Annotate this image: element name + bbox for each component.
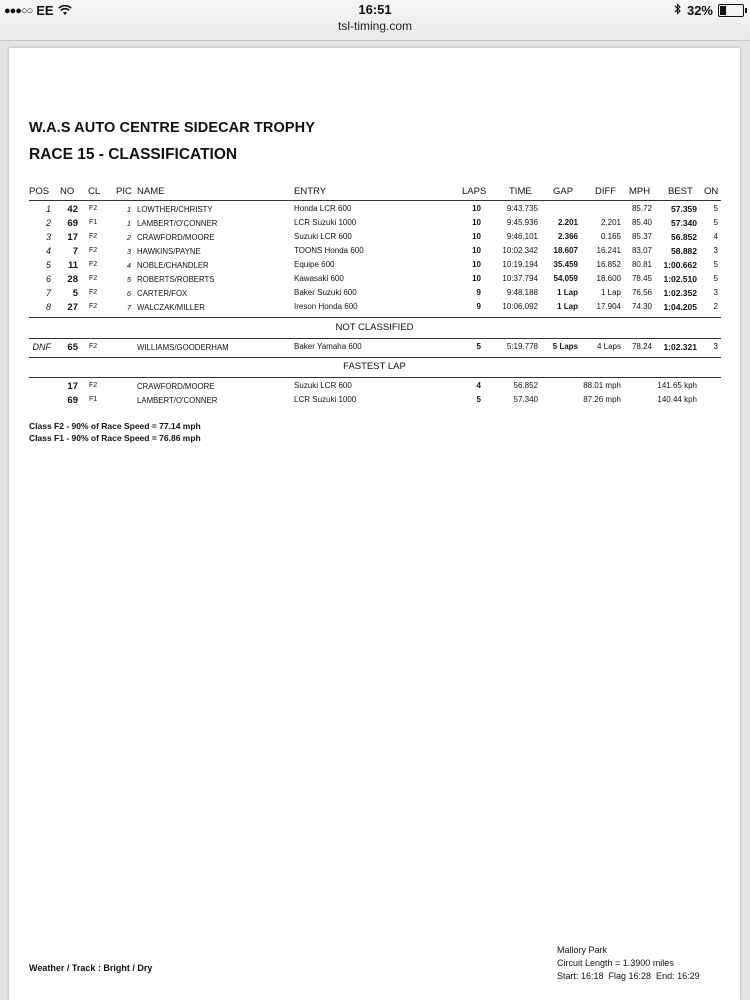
entry-cell: Ireson Honda 600 <box>294 302 358 311</box>
time-cell: 9:46.101 <box>506 232 538 241</box>
header-divider <box>29 200 721 201</box>
no-cell: 42 <box>67 204 78 215</box>
table-row <box>9 246 740 260</box>
pic-cell: 3 <box>126 247 131 256</box>
best-cell: 57.359 <box>671 204 697 214</box>
results-document <box>9 48 740 1000</box>
mph-cell: 74.30 <box>631 302 652 311</box>
class-cell: F2 <box>89 382 98 389</box>
best-cell: 1:02.321 <box>663 342 697 352</box>
name-cell: CRAWFORD/MOORE <box>137 232 215 242</box>
gap-cell: 54.059 <box>553 274 578 283</box>
laps-cell: 10 <box>472 218 481 227</box>
best-cell: 1:02.510 <box>663 274 697 284</box>
laps-cell: 10 <box>472 232 481 241</box>
diff-cell: 18.600 <box>596 274 621 283</box>
kph-cell: 141.65 kph <box>657 381 697 390</box>
table-row <box>9 381 740 395</box>
class-cell: F1 <box>89 396 98 403</box>
gap-cell: 2.366 <box>557 232 578 241</box>
mph-cell: 88.01 mph <box>583 381 621 390</box>
mph-cell: 83.07 <box>631 246 652 255</box>
pos-cell: 6 <box>45 274 51 284</box>
circuit-name: Mallory Park <box>557 945 608 955</box>
battery-level-fill <box>720 6 726 15</box>
on-cell: 4 <box>713 232 718 241</box>
best-cell: 1:04.205 <box>663 302 697 312</box>
diff-cell: 16.241 <box>596 246 621 255</box>
name-cell: NOBLE/CHANDLER <box>137 260 209 270</box>
best-cell: 58.882 <box>671 246 697 256</box>
diff-cell: 2.201 <box>600 218 621 227</box>
pic-cell: 1 <box>126 219 131 228</box>
no-cell: 69 <box>67 218 78 229</box>
name-cell: LAMBERT/O'CONNER <box>137 218 218 228</box>
time-cell: 10:19.194 <box>502 260 538 269</box>
name-cell: WALCZAK/MILLER <box>137 302 205 312</box>
diff-cell: 4 Laps <box>596 342 621 351</box>
col-on: ON <box>704 186 719 197</box>
weather-track-info: Weather / Track : Bright / Dry <box>29 963 153 973</box>
table-row <box>9 218 740 232</box>
laps-cell: 9 <box>476 302 481 311</box>
no-cell: 28 <box>67 274 78 285</box>
race-title: RACE 15 - CLASSIFICATION <box>29 146 238 163</box>
pic-cell: 6 <box>126 289 131 298</box>
battery-tip <box>745 8 747 13</box>
carrier-name: EE <box>36 3 54 18</box>
time-cell: 9:43.735 <box>506 204 538 213</box>
circuit-length: Circuit Length = 1.3900 miles <box>557 958 674 968</box>
lap-cell: 5 <box>476 395 481 404</box>
no-cell: 11 <box>67 260 78 271</box>
pic-cell: 2 <box>126 233 131 242</box>
gap-cell: 1 Lap <box>557 288 578 297</box>
divider <box>29 317 721 318</box>
mph-cell: 87.26 mph <box>583 395 621 404</box>
time-cell: 10:06.092 <box>502 302 538 311</box>
col-pic: PIC <box>116 186 132 197</box>
table-row <box>9 342 740 356</box>
col-diff: DIFF <box>595 186 617 197</box>
class-cell: F2 <box>89 275 98 282</box>
class-cell: F2 <box>89 289 98 296</box>
no-cell: 5 <box>72 288 78 299</box>
no-cell: 17 <box>67 381 78 392</box>
status-center <box>0 2 750 34</box>
entry-cell: Honda LCR 600 <box>294 204 352 213</box>
on-cell: 5 <box>713 260 718 269</box>
pos-cell: 5 <box>45 260 51 270</box>
class-cell: F2 <box>89 233 98 240</box>
fastest-lap-heading: FASTEST LAP <box>343 361 406 372</box>
battery-group <box>674 3 744 18</box>
no-cell: 27 <box>67 302 78 313</box>
class-cell: F2 <box>89 247 98 254</box>
race-speed-note: Class F1 - 90% of Race Speed = 76.86 mph <box>29 433 201 443</box>
pos-cell: DNF <box>32 342 51 352</box>
time-cell: 9:45.936 <box>506 218 538 227</box>
name-cell: CARTER/FOX <box>137 288 188 298</box>
entry-cell: Baker Yamaha 600 <box>294 342 362 351</box>
battery-icon <box>718 4 744 17</box>
best-cell: 1:02.352 <box>663 288 697 298</box>
table-row <box>9 260 740 274</box>
laps-cell: 10 <box>472 274 481 283</box>
name-cell: HAWKINS/PAYNE <box>137 246 201 256</box>
on-cell: 2 <box>713 302 718 311</box>
name-cell: ROBERTS/ROBERTS <box>137 274 215 284</box>
diff-cell: 17.904 <box>596 302 621 311</box>
col-entry: ENTRY <box>294 186 327 197</box>
gap-cell: 35.459 <box>553 260 578 269</box>
best-cell: 1:00.662 <box>663 260 697 270</box>
no-cell: 17 <box>67 232 78 243</box>
class-cell: F1 <box>89 219 98 226</box>
class-cell: F2 <box>89 205 98 212</box>
mph-cell: 78.24 <box>631 342 652 351</box>
laps-cell: 10 <box>472 246 481 255</box>
best-cell: 57.340 <box>671 218 697 228</box>
col-mph: MPH <box>629 186 651 197</box>
pic-cell: 5 <box>126 275 131 284</box>
race-speed-note: Class F2 - 90% of Race Speed = 77.14 mph <box>29 421 201 431</box>
time-cell: 10:02.342 <box>502 246 538 255</box>
pos-cell: 4 <box>45 246 51 256</box>
col-laps: LAPS <box>462 186 487 197</box>
status-bar <box>0 0 750 41</box>
diff-cell: 0.165 <box>600 232 621 241</box>
laps-cell: 10 <box>472 204 481 213</box>
lap-cell: 4 <box>476 381 481 390</box>
mph-cell: 80.81 <box>631 260 652 269</box>
entry-cell: Suzuki LCR 600 <box>294 381 352 390</box>
pic-cell: 7 <box>126 303 131 312</box>
circuit-info <box>557 944 700 983</box>
divider <box>29 357 721 358</box>
class-cell: F2 <box>89 303 98 310</box>
mph-cell: 85.72 <box>631 204 652 213</box>
time-cell: 56.852 <box>513 381 538 390</box>
pos-cell: 7 <box>45 288 51 298</box>
laps-cell: 5 <box>476 342 481 351</box>
name-cell: CRAWFORD/MOORE <box>137 381 215 391</box>
on-cell: 5 <box>713 204 718 213</box>
table-row <box>9 204 740 218</box>
col-no: NO <box>60 186 75 197</box>
kph-cell: 140.44 kph <box>657 395 697 404</box>
col-best: BEST <box>668 186 693 197</box>
time-cell: 57.340 <box>513 395 538 404</box>
gap-cell: 1 Lap <box>557 302 578 311</box>
bluetooth-icon <box>674 3 682 18</box>
entry-cell: Kawasaki 600 <box>294 274 344 283</box>
entry-cell: TOONS Honda 600 <box>294 246 364 255</box>
gap-cell: 5 Laps <box>552 342 578 351</box>
pos-cell: 1 <box>45 204 51 214</box>
time-cell: 9:48.188 <box>506 288 538 297</box>
pic-cell: 4 <box>126 261 131 270</box>
mph-cell: 85.40 <box>631 218 652 227</box>
entry-cell: LCR Suzuki 1000 <box>294 395 357 404</box>
name-cell: WILLIAMS/GOODERHAM <box>137 342 229 352</box>
pos-cell: 2 <box>45 218 51 228</box>
divider <box>29 377 721 378</box>
no-cell: 7 <box>72 246 78 257</box>
on-cell: 3 <box>713 342 718 351</box>
clock: 16:51 <box>358 2 392 17</box>
entry-cell: Suzuki LCR 600 <box>294 232 352 241</box>
mph-cell: 76.56 <box>631 288 652 297</box>
name-cell: LAMBERT/O'CONNER <box>137 395 218 405</box>
diff-cell: 1 Lap <box>600 288 621 297</box>
pos-cell: 8 <box>45 302 51 312</box>
laps-cell: 10 <box>472 260 481 269</box>
table-row <box>9 232 740 246</box>
on-cell: 5 <box>713 218 718 227</box>
gap-cell: 18.607 <box>553 246 578 255</box>
entry-cell: Equipe 600 <box>294 260 335 269</box>
class-cell: F2 <box>89 261 98 268</box>
not-classified-heading: NOT CLASSIFIED <box>335 322 414 333</box>
col-time: TIME <box>509 186 532 197</box>
on-cell: 3 <box>713 288 718 297</box>
pic-cell: 1 <box>126 205 131 214</box>
col-name: NAME <box>137 186 165 197</box>
time-cell: 10:37.794 <box>502 274 538 283</box>
event-title: W.A.S AUTO CENTRE SIDECAR TROPHY <box>29 120 315 136</box>
table-row <box>9 395 740 409</box>
class-cell: F2 <box>89 343 98 350</box>
no-cell: 69 <box>67 395 78 406</box>
mph-cell: 85.37 <box>631 232 652 241</box>
entry-cell: Baker Suzuki 600 <box>294 288 357 297</box>
on-cell: 3 <box>713 246 718 255</box>
col-pos: POS <box>29 186 50 197</box>
col-gap: GAP <box>553 186 574 197</box>
diff-cell: 16.852 <box>596 260 621 269</box>
mph-cell: 78.45 <box>631 274 652 283</box>
divider <box>29 338 721 339</box>
col-cl: CL <box>88 186 101 197</box>
table-row <box>9 274 740 288</box>
gap-cell: 2.201 <box>557 218 578 227</box>
time-cell: 5:19.778 <box>506 342 538 351</box>
table-row <box>9 288 740 302</box>
on-cell: 5 <box>713 274 718 283</box>
address-url[interactable]: tsl-timing.com <box>337 19 412 33</box>
entry-cell: LCR Suzuki 1000 <box>294 218 357 227</box>
table-row <box>9 302 740 316</box>
pos-cell: 3 <box>45 232 51 242</box>
battery-percent: 32% <box>686 3 713 18</box>
laps-cell: 9 <box>476 288 481 297</box>
no-cell: 65 <box>67 342 78 353</box>
signal-strength-icon: ●●●○○ <box>4 4 33 17</box>
race-times: Start: 16:18 Flag 16:28 End: 16:29 <box>557 971 700 981</box>
best-cell: 56.852 <box>671 232 697 242</box>
name-cell: LOWTHER/CHRISTY <box>137 204 213 214</box>
